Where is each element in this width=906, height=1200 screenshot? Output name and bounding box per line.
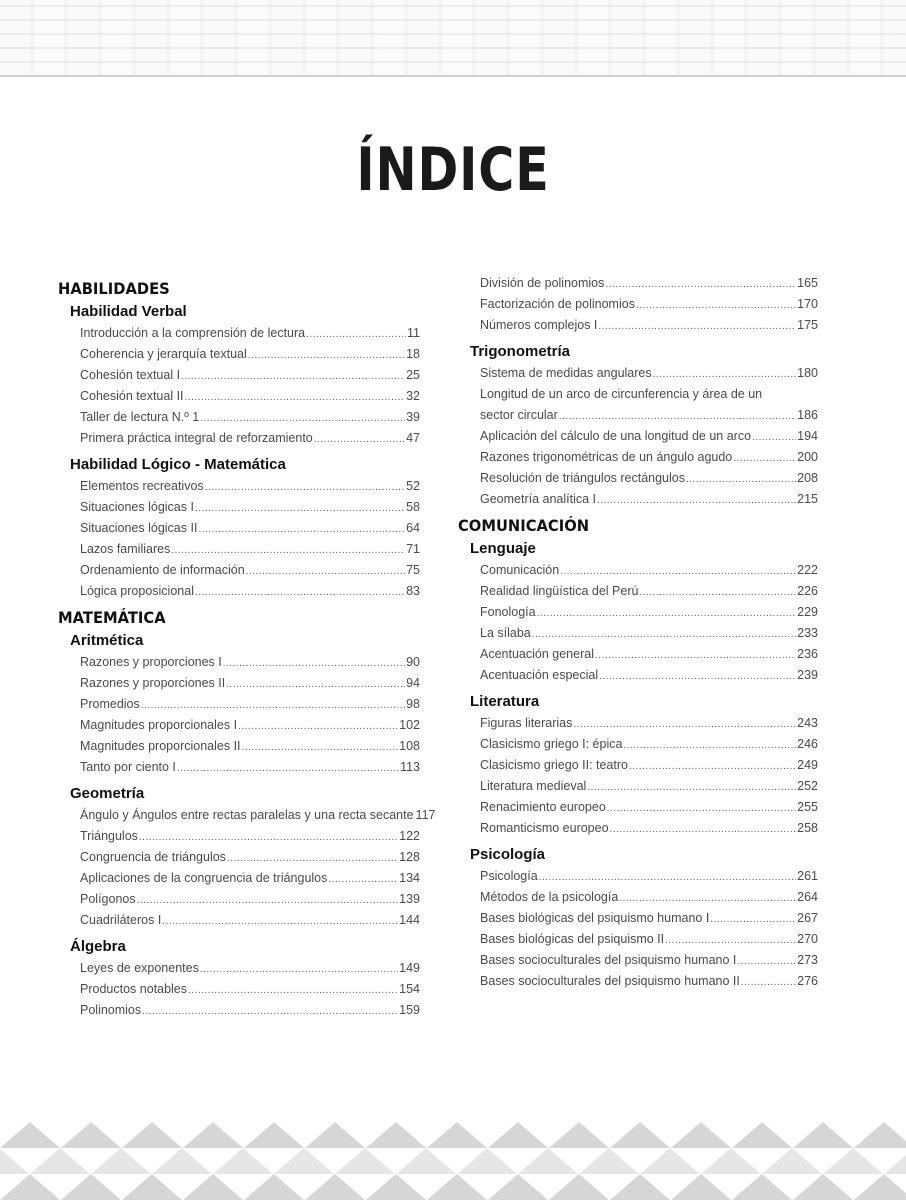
toc-entry[interactable]: [458, 776, 818, 797]
subsection-title-psicologia: Psicología: [470, 846, 546, 863]
toc-entry[interactable]: [58, 694, 420, 715]
toc-entry-page: 180: [797, 366, 818, 380]
toc-entry[interactable]: [58, 407, 420, 428]
dot-leader: [532, 624, 796, 645]
dot-leader: [623, 735, 796, 756]
toc-entry-page: 255: [797, 800, 818, 814]
toc-entry-page: 134: [399, 871, 420, 885]
toc-entry-page: 252: [797, 779, 818, 793]
toc-entry[interactable]: [458, 294, 818, 315]
toc-entry[interactable]: [458, 734, 818, 755]
dot-leader: [539, 867, 796, 888]
dot-leader: [629, 756, 796, 777]
toc-entry-title: Resolución de triángulos rectángulos: [480, 471, 685, 485]
dot-leader: [195, 498, 405, 519]
toc-entry[interactable]: [58, 1000, 420, 1021]
toc-entry-page: 98: [406, 697, 420, 711]
dot-leader: [238, 716, 398, 737]
dot-leader: [195, 582, 405, 603]
toc-entry-page: 11: [407, 326, 420, 340]
toc-entry-title: Bases biológicas del psiquismo II: [480, 932, 665, 946]
dot-leader: [142, 1001, 398, 1022]
toc-entry-page: 144: [399, 913, 420, 927]
toc-entry-page: 267: [797, 911, 818, 925]
toc-entry-title: Coherencia y jerarquía textual: [80, 347, 247, 361]
toc-entry-title: Figuras literarias: [480, 716, 573, 730]
footer-pattern: [0, 1122, 906, 1200]
toc-entry[interactable]: [58, 889, 420, 910]
toc-entry[interactable]: [58, 805, 436, 826]
subsection-title-habilidad-logico-matematica: Habilidad Lógico - Matemática: [70, 456, 286, 473]
toc-entry-page: 226: [797, 584, 818, 598]
toc-entry-page: 243: [797, 716, 818, 730]
toc-entry-title: Longitud de un arco de circunferencia y área de un: [480, 387, 763, 401]
toc-entry-page: 32: [406, 389, 420, 403]
toc-entry-page: 90: [406, 655, 420, 669]
toc-entry-page: 229: [797, 605, 818, 619]
toc-entry-title: Magnitudes proporcionales II: [80, 739, 241, 753]
toc-entry-title: Fonología: [480, 605, 536, 619]
toc-entry-title: Bases socioculturales del psiquismo humano I: [480, 953, 737, 967]
toc-entry[interactable]: [58, 323, 420, 344]
toc-entry-page: 236: [797, 647, 818, 661]
dot-leader: [314, 429, 405, 450]
dot-leader: [200, 959, 398, 980]
toc-entry-page: 139: [399, 892, 420, 906]
toc-entry-title: Bases biológicas del psiquismo humano I: [480, 911, 710, 925]
toc-entry[interactable]: [458, 623, 818, 644]
toc-entry-title: Renacimiento europeo: [480, 800, 606, 814]
toc-entry[interactable]: [58, 581, 420, 602]
dot-leader: [573, 714, 796, 735]
toc-entry-title: Realidad lingüística del Perú: [480, 584, 639, 598]
toc-entry[interactable]: [458, 447, 818, 468]
toc-entry-page: 215: [797, 492, 818, 506]
dot-leader: [223, 653, 405, 674]
toc-entry-page: 175: [797, 318, 818, 332]
dot-leader: [139, 827, 398, 848]
dot-leader: [248, 345, 405, 366]
toc-entry-page: 52: [406, 479, 420, 493]
dot-leader: [227, 848, 398, 869]
toc-entry[interactable]: [458, 315, 818, 336]
toc-entry-page: 154: [399, 982, 420, 996]
toc-entry-title: Acentuación especial: [480, 668, 599, 682]
dot-leader: [205, 477, 405, 498]
dot-leader: [246, 561, 405, 582]
toc-entry-title: Tanto por ciento I: [80, 760, 176, 774]
section-title-habilidades: HABILIDADES: [58, 279, 170, 298]
toc-entry-title: Cohesión textual II: [80, 389, 184, 403]
toc-entry-title: Razones trigonométricas de un ángulo agudo: [480, 450, 733, 464]
toc-entry-title: Situaciones lógicas I: [80, 500, 194, 514]
toc-entry-page: 102: [399, 718, 420, 732]
dot-leader: [710, 909, 796, 930]
toc-entry-title: Bases socioculturales del psiquismo humano II: [480, 974, 740, 988]
toc-entry-page: 108: [399, 739, 420, 753]
toc-entry-title: Productos notables: [80, 982, 188, 996]
dot-leader: [741, 972, 796, 993]
toc-entry[interactable]: [58, 518, 420, 539]
subsection-title-algebra: Álgebra: [70, 938, 126, 955]
toc-entry[interactable]: [58, 958, 420, 979]
dot-leader: [665, 930, 796, 951]
toc-entry[interactable]: [458, 602, 818, 623]
toc-entry[interactable]: [58, 539, 420, 560]
toc-entry-page: 264: [797, 890, 818, 904]
toc-entry-page: 71: [406, 542, 420, 556]
toc-entry[interactable]: [58, 344, 420, 365]
dot-leader: [181, 366, 405, 387]
toc-entry-page: 122: [399, 829, 420, 843]
dot-leader: [607, 798, 796, 819]
toc-entry[interactable]: [58, 736, 420, 757]
dot-leader: [171, 540, 405, 561]
subsection-title-habilidad-verbal: Habilidad Verbal: [70, 303, 187, 320]
dot-leader: [686, 469, 796, 490]
toc-entry-title: Aplicaciones de la congruencia de triángulos: [80, 871, 328, 885]
header-pattern: [0, 0, 906, 77]
toc-entry-title: Métodos de la psicología: [480, 890, 619, 904]
toc-entry-page: 194: [797, 429, 818, 443]
dot-leader: [619, 888, 796, 909]
toc-entry-title: Clasicismo griego II: teatro: [480, 758, 628, 772]
toc-entry-title: Leyes de exponentes: [80, 961, 199, 975]
toc-entry-page: 261: [797, 869, 818, 883]
toc-entry-title: Lazos familiares: [80, 542, 171, 556]
toc-entry-title: Clasicismo griego I: épica: [480, 737, 623, 751]
toc-entry-title: Sistema de medidas angulares: [480, 366, 652, 380]
subsection-title-trigonometria: Trigonometría: [470, 343, 571, 360]
dot-leader: [537, 603, 797, 624]
toc-entry-page: 276: [797, 974, 818, 988]
toc-entry[interactable]: [458, 560, 818, 581]
toc-entry-title: Situaciones lógicas II: [80, 521, 198, 535]
dot-leader: [198, 519, 405, 540]
section-title-comunicacion: COMUNICACIÓN: [458, 516, 590, 535]
toc-entry-page: 186: [797, 408, 818, 422]
dot-leader: [595, 645, 796, 666]
toc-entry-page: 258: [797, 821, 818, 835]
toc-entry[interactable]: [58, 386, 420, 407]
toc-entry[interactable]: [458, 273, 818, 294]
toc-entry[interactable]: [58, 757, 420, 778]
toc-entry[interactable]: [458, 581, 818, 602]
dot-leader: [597, 490, 796, 511]
toc-entry[interactable]: [58, 910, 420, 931]
dot-leader: [185, 387, 406, 408]
toc-entry-title: Razones y proporciones I: [80, 655, 222, 669]
toc-entry-title: Introducción a la comprensión de lectura: [80, 326, 306, 340]
dot-leader: [653, 364, 797, 385]
toc-entry[interactable]: [458, 950, 818, 971]
toc-entry-title: Cohesión textual I: [80, 368, 181, 382]
dot-leader: [200, 408, 405, 429]
toc-entry[interactable]: [458, 971, 818, 992]
toc-entry-title: División de polinomios: [480, 276, 605, 290]
dot-leader: [306, 324, 406, 345]
toc-entry[interactable]: [458, 755, 818, 776]
toc-entry-page: 18: [406, 347, 420, 361]
toc-entry[interactable]: [458, 908, 818, 929]
section-title-matematica: MATEMÁTICA: [58, 608, 166, 627]
toc-entry[interactable]: [458, 489, 818, 510]
toc-entry[interactable]: [458, 797, 818, 818]
toc-entry-title: Razones y proporciones II: [80, 676, 226, 690]
toc-entry[interactable]: [458, 713, 818, 734]
dot-leader: [737, 951, 796, 972]
toc-entry-title: Polinomios: [80, 1003, 142, 1017]
toc-entry-title: Ordenamiento de información: [80, 563, 245, 577]
dot-leader: [610, 819, 797, 840]
dot-leader: [598, 316, 796, 337]
subsection-title-geometria: Geometría: [70, 785, 145, 802]
toc-entry-page: 128: [399, 850, 420, 864]
toc-entry[interactable]: [458, 866, 818, 887]
toc-entry-title: Literatura medieval: [480, 779, 587, 793]
toc-entry[interactable]: [458, 405, 818, 426]
dot-leader: [639, 582, 796, 603]
toc-entry-page: 117: [415, 808, 436, 822]
toc-entry[interactable]: [458, 818, 818, 839]
toc-entry-page: 170: [797, 297, 818, 311]
index-column-left: [58, 273, 436, 1021]
toc-entry-page: 208: [797, 471, 818, 485]
toc-entry-page: 75: [406, 563, 420, 577]
dot-leader: [141, 695, 405, 716]
dot-leader: [560, 561, 796, 582]
subsection-title-literatura: Literatura: [470, 693, 540, 710]
subsection-title-lenguaje: Lenguaje: [470, 540, 536, 557]
footer-triangles: [0, 1122, 906, 1200]
toc-entry-page: 94: [406, 676, 420, 690]
toc-entry-page: 25: [406, 368, 420, 382]
toc-entry[interactable]: [58, 715, 420, 736]
index-column-right: [458, 273, 818, 992]
toc-entry[interactable]: [458, 363, 818, 384]
toc-entry-title: Promedios: [80, 697, 140, 711]
page-title: ÍNDICE: [356, 135, 550, 205]
toc-entry-title: Psicología: [480, 869, 538, 883]
toc-entry-page: 239: [797, 668, 818, 682]
toc-entry-page: 83: [406, 584, 420, 598]
toc-entry-title: Magnitudes proporcionales I: [80, 718, 238, 732]
toc-entry-title: Lógica proposicional: [80, 584, 194, 598]
toc-entry-title: Factorización de polinomios: [480, 297, 635, 311]
toc-entry-title: Acentuación general: [480, 647, 594, 661]
toc-entry-title: Ángulo y Ángulos entre rectas paralelas y una recta secante: [80, 808, 414, 822]
toc-entry-page: 273: [797, 953, 818, 967]
toc-entry-title: sector circular: [480, 408, 558, 422]
toc-entry[interactable]: [58, 560, 420, 581]
dot-leader: [328, 869, 398, 890]
dot-leader: [137, 890, 399, 911]
toc-entry-title: Cuadriláteros I: [80, 913, 162, 927]
dot-leader: [636, 295, 796, 316]
toc-entry-title: Triángulos: [80, 829, 138, 843]
toc-entry[interactable]: [458, 929, 818, 950]
toc-entry[interactable]: [58, 826, 420, 847]
toc-entry[interactable]: [458, 468, 818, 489]
dot-leader: [162, 911, 398, 932]
toc-entry-page: 113: [400, 760, 420, 774]
toc-entry-title: Polígonos: [80, 892, 136, 906]
toc-entry[interactable]: [58, 476, 420, 497]
toc-entry[interactable]: [58, 847, 420, 868]
toc-entry-page: 200: [797, 450, 818, 464]
toc-entry-page: 149: [399, 961, 420, 975]
toc-entry-title: Aplicación del cálculo de una longitud de un arco: [480, 429, 752, 443]
toc-entry[interactable]: [458, 665, 818, 686]
toc-entry[interactable]: [58, 673, 420, 694]
dot-leader: [226, 674, 405, 695]
toc-entry-title: Números complejos I: [480, 318, 598, 332]
toc-entry[interactable]: [58, 428, 420, 449]
toc-entry-title: Primera práctica integral de reforzamiento: [80, 431, 313, 445]
toc-entry-page: 159: [399, 1003, 420, 1017]
toc-entry-page: 270: [797, 932, 818, 946]
toc-entry-title: La sílaba: [480, 626, 531, 640]
toc-entry[interactable]: [58, 652, 420, 673]
toc-entry-title: Romanticismo europeo: [480, 821, 609, 835]
toc-entry-title: Comunicación: [480, 563, 560, 577]
dot-leader: [188, 980, 398, 1001]
toc-entry[interactable]: [458, 644, 818, 665]
toc-entry[interactable]: [58, 365, 420, 386]
toc-entry[interactable]: [458, 426, 818, 447]
toc-entry[interactable]: [58, 979, 420, 1000]
toc-entry-title: Congruencia de triángulos: [80, 850, 226, 864]
dot-leader: [605, 274, 796, 295]
subsection-title-aritmetica: Aritmética: [70, 632, 144, 649]
toc-entry-title: Taller de lectura N.º 1: [80, 410, 200, 424]
dot-leader: [177, 758, 399, 779]
toc-entry[interactable]: [58, 497, 420, 518]
dot-leader: [587, 777, 796, 798]
toc-entry-page: 39: [406, 410, 420, 424]
toc-entry-page: 249: [797, 758, 818, 772]
toc-entry-page: 165: [797, 276, 818, 290]
toc-entry-page: 233: [797, 626, 818, 640]
toc-entry-page: 246: [797, 737, 818, 751]
toc-entry-page: 58: [406, 500, 420, 514]
toc-entry-page: 47: [406, 431, 420, 445]
toc-entry-title: Geometría analítica I: [480, 492, 597, 506]
toc-entry-page: 222: [797, 563, 818, 577]
dot-leader: [242, 737, 399, 758]
dot-leader: [752, 427, 796, 448]
dot-leader: [733, 448, 796, 469]
dot-leader: [599, 666, 796, 687]
toc-entry[interactable]: [58, 868, 420, 889]
toc-entry[interactable]: [458, 887, 818, 908]
toc-entry[interactable]: [458, 384, 818, 405]
toc-entry-title: Elementos recreativos: [80, 479, 204, 493]
dot-leader: [559, 406, 796, 427]
toc-entry-page: 64: [406, 521, 420, 535]
